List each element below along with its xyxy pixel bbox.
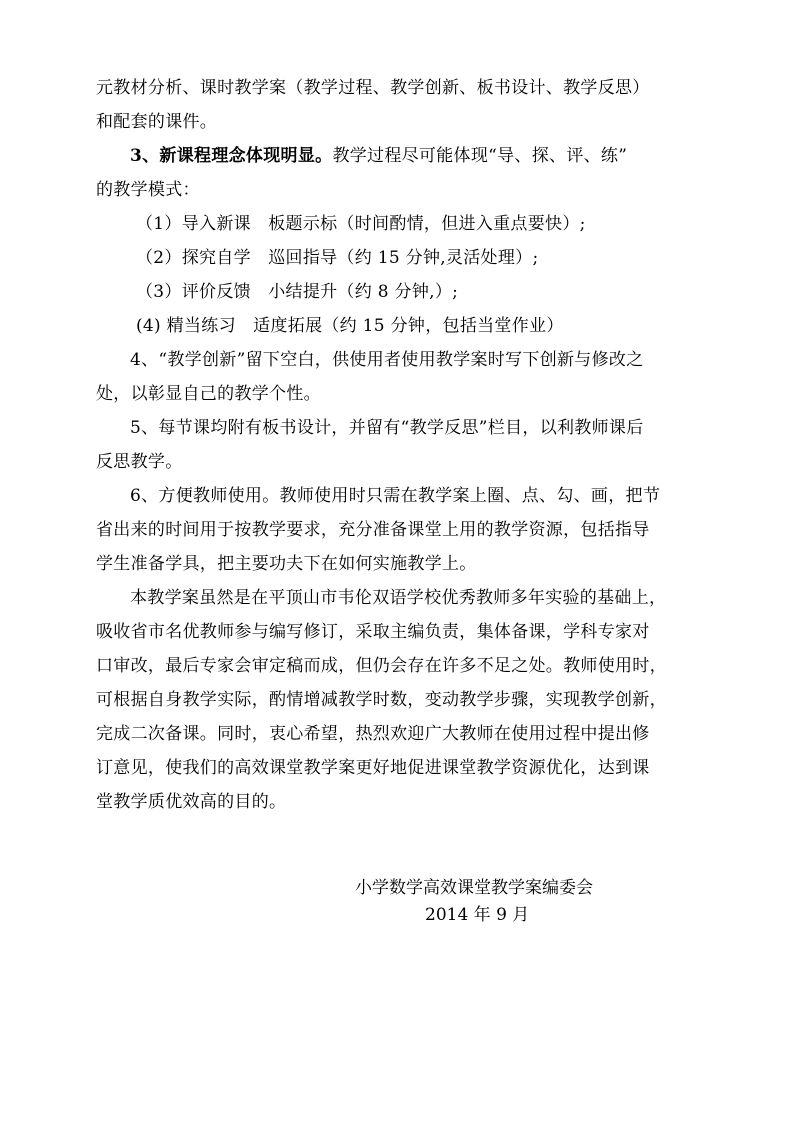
paragraph-line: 堂教学质优效高的目的。	[96, 792, 287, 812]
paragraph-line: 元教材分析、课时教学案（教学过程、教学创新、板书设计、教学反思）	[96, 78, 650, 98]
paragraph-line: 口审改，最后专家会审定稿而成，但仍会存在许多不足之处。教师使用时，	[96, 656, 667, 676]
list-item: （3）评价反馈 小结提升（约 8 分钟,）;	[136, 282, 459, 302]
paragraph-line: 的教学模式：	[96, 180, 200, 200]
paragraph-line	[96, 139, 716, 173]
paragraph-line: 本教学案虽然是在平顶山市韦伦双语学校优秀教师多年实验的基础上，	[130, 588, 667, 608]
paragraph-line: 反思教学。	[96, 452, 183, 472]
signature-organization: 小学数学高效课堂教学案编委会	[355, 878, 593, 898]
paragraph-line: 处，以彰显自己的教学个性。	[96, 384, 321, 404]
paragraph-line: 4、“教学创新”留下空白，供使用者使用教学案时写下创新与修改之	[130, 350, 644, 370]
paragraph-line: 订意见，使我们的高效课堂教学案更好地促进课堂教学资源优化，达到课	[96, 758, 650, 778]
paragraph-line: 和配套的课件。	[96, 112, 218, 132]
document-body	[96, 71, 716, 819]
paragraph-line: 可根据自身教学实际，酌情增减教学时数，变动教学步骤，实现教学创新，	[96, 690, 667, 710]
list-item: (4) 精当练习 适度拓展（约 15 分钟，包括当堂作业）	[136, 316, 564, 336]
paragraph-line: 6、方便教师使用。教师使用时只需在教学案上圈、点、勾、画，把节	[130, 486, 661, 506]
list-item: （2）探究自学 巡回指导（约 15 分钟,灵活处理）;	[136, 248, 539, 268]
point-heading: 3、新课程理念体现明显。	[130, 146, 333, 166]
paragraph-line: 5、每节课均附有板书设计，并留有“教学反思”栏目，以利教师课后	[130, 418, 644, 438]
paragraph-line: 吸收省市名优教师参与编写修订，采取主编负责，集体备课，学科专家对	[96, 622, 650, 642]
list-item: （1）导入新课 板题示标（时间酌情，但进入重点要快）;	[136, 214, 586, 234]
paragraph-line: 省出来的时间用于按教学要求，充分准备课堂上用的教学资源，包括指导	[96, 520, 650, 540]
paragraph-line: 学生准备学具，把主要功夫下在如何实施教学上。	[96, 554, 477, 574]
point-text: 教学过程尽可能体现“导、探、评、练”	[332, 146, 628, 166]
signature-date: 2014 年 9 月	[425, 905, 530, 925]
paragraph-line: 完成二次备课。同时，衷心希望，热烈欢迎广大教师在使用过程中提出修	[96, 724, 650, 744]
